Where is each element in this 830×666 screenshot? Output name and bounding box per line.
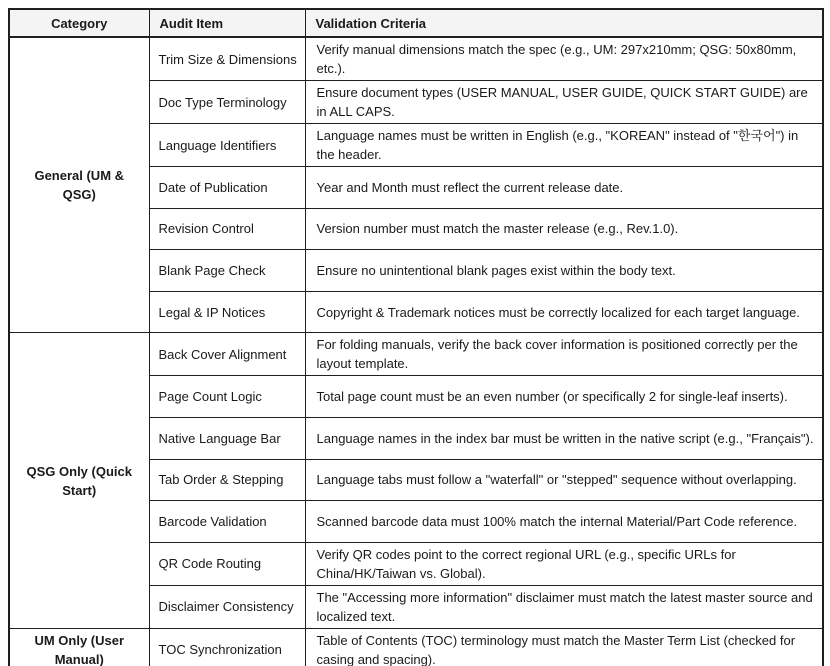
column-header-audit-item: Audit Item bbox=[149, 9, 305, 37]
audit-item-cell: Barcode Validation bbox=[149, 501, 305, 543]
audit-item-cell: Native Language Bar bbox=[149, 417, 305, 459]
table-row bbox=[9, 628, 823, 666]
audit-item-cell: Doc Type Terminology bbox=[149, 81, 305, 124]
audit-item-cell: QR Code Routing bbox=[149, 542, 305, 585]
table-body bbox=[9, 37, 823, 666]
audit-item-cell: Page Count Logic bbox=[149, 376, 305, 418]
audit-item-cell: Tab Order & Stepping bbox=[149, 459, 305, 501]
column-header-category: Category bbox=[9, 9, 149, 37]
audit-item-cell: Back Cover Alignment bbox=[149, 333, 305, 376]
validation-criteria-cell: Copyright & Trademark notices must be correctly localized for each target language. bbox=[305, 291, 823, 333]
table-row bbox=[9, 37, 823, 81]
validation-criteria-cell: Table of Contents (TOC) terminology must match the Master Term List (checked for casing and spacing). bbox=[305, 628, 823, 666]
validation-criteria-cell: The "Accessing more information" disclaimer must match the latest master source and localized text. bbox=[305, 585, 823, 628]
validation-criteria-cell: Language names must be written in English (e.g., "KOREAN" instead of "한국어") in the header. bbox=[305, 124, 823, 167]
audit-item-cell: TOC Synchronization bbox=[149, 628, 305, 666]
audit-item-cell: Disclaimer Consistency bbox=[149, 585, 305, 628]
table-header-row bbox=[9, 9, 823, 37]
validation-criteria-cell: For folding manuals, verify the back cover information is positioned correctly per the layout template. bbox=[305, 333, 823, 376]
audit-item-cell: Revision Control bbox=[149, 208, 305, 250]
validation-criteria-cell: Ensure no unintentional blank pages exist within the body text. bbox=[305, 250, 823, 292]
validation-criteria-cell: Version number must match the master release (e.g., Rev.1.0). bbox=[305, 208, 823, 250]
validation-criteria-cell: Language tabs must follow a "waterfall" or "stepped" sequence without overlapping. bbox=[305, 459, 823, 501]
validation-criteria-cell: Scanned barcode data must 100% match the internal Material/Part Code reference. bbox=[305, 501, 823, 543]
category-cell: QSG Only (Quick Start) bbox=[9, 333, 149, 628]
column-header-validation-criteria: Validation Criteria bbox=[305, 9, 823, 37]
category-cell: UM Only (User Manual) bbox=[9, 628, 149, 666]
audit-item-cell: Legal & IP Notices bbox=[149, 291, 305, 333]
table-row bbox=[9, 333, 823, 376]
validation-criteria-cell: Verify QR codes point to the correct regional URL (e.g., specific URLs for China/HK/Taiwan vs. Global). bbox=[305, 542, 823, 585]
validation-criteria-cell: Verify manual dimensions match the spec (e.g., UM: 297x210mm; QSG: 50x80mm, etc.). bbox=[305, 37, 823, 81]
audit-item-cell: Language Identifiers bbox=[149, 124, 305, 167]
audit-checklist-table bbox=[8, 8, 824, 666]
validation-criteria-cell: Total page count must be an even number (or specifically 2 for single-leaf inserts). bbox=[305, 376, 823, 418]
validation-criteria-cell: Year and Month must reflect the current release date. bbox=[305, 167, 823, 209]
category-cell: General (UM & QSG) bbox=[9, 37, 149, 333]
validation-criteria-cell: Ensure document types (USER MANUAL, USER GUIDE, QUICK START GUIDE) are in ALL CAPS. bbox=[305, 81, 823, 124]
validation-criteria-cell: Language names in the index bar must be written in the native script (e.g., "Français"). bbox=[305, 417, 823, 459]
audit-item-cell: Blank Page Check bbox=[149, 250, 305, 292]
audit-item-cell: Trim Size & Dimensions bbox=[149, 37, 305, 81]
audit-item-cell: Date of Publication bbox=[149, 167, 305, 209]
